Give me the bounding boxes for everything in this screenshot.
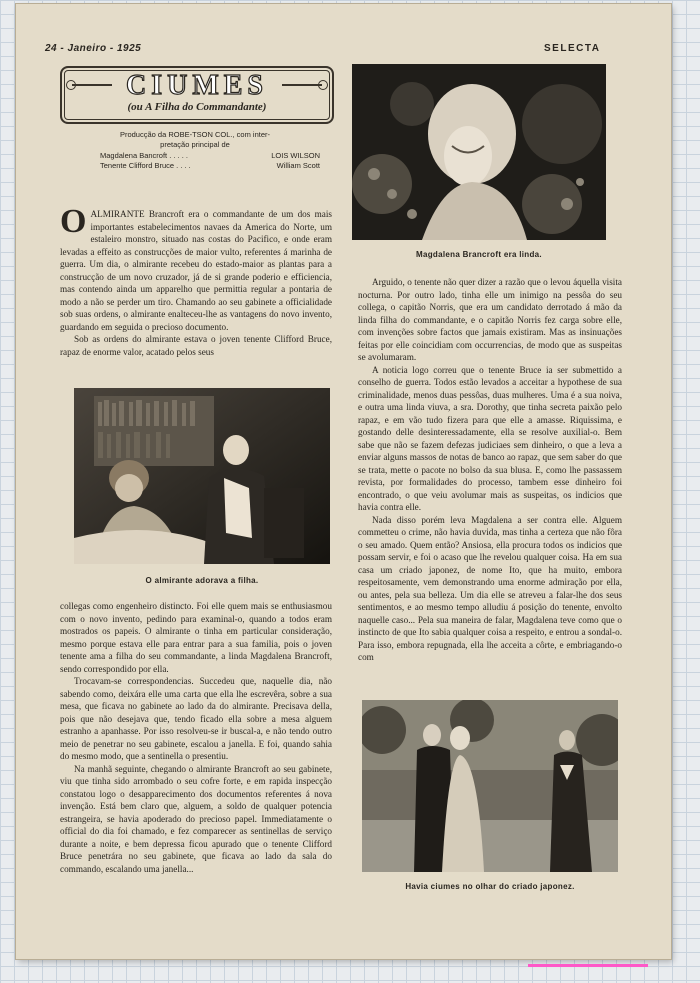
column1-upper-text: [60, 203, 332, 358]
caption-admiral: O almirante adorava a filha.: [145, 576, 259, 585]
cast-row: [100, 151, 320, 161]
edge-marker: [528, 964, 648, 967]
caption-portrait: Magdalena Brancroft era linda.: [416, 250, 542, 259]
paragraph-text: ALMIRANTE Brancroft era o commandante de um dos mais importantes estabelecimentos navaes da America do Norte, um estaleiro monstro, situado nas costas do Pacifico, e onde eram levadas a effeito as construcções de maior vulto, referentes á marinha de guerra. Um dia, o almirante recebeu do estado-maior as plantas para a construcção de um novo cruzador, já de si grande poderio e efficiencia, mas contendo ainda um apparelho que permittia regular a pontaria de modo a não se perder um tiro. Chamando ao seu gabinete a officialidade sob suas ordens, o almirante enalteceu-lhe as vantagens do novo invento, guardando em seguida o precioso documento.: [60, 209, 332, 332]
cast-role: Tenente Clifford Bruce . . . .: [100, 161, 191, 170]
cast-list: [100, 151, 320, 171]
article-subtitle: (ou A Filha do Commandante): [127, 101, 267, 113]
paragraph: A noticia logo correu que o tenente Bruce ia ser submettido a conselho de guerra. Todos estão levados a acceitar a hypothese de sua criminalidade, menos duas pessôas, duas mulheres. Uma é a sua noiva, e outra uma linda viuva, a sra. Dorothy, que tinha secreta paixão pelo rapaz, e em vão tudo fizera para que elle a amasse. Riquissima, e gostando delle desinteressadamente, ella se resolve auxilial-o. Bem sabe que não se fazem defezas judiciaes sem dinheiro, o que a leva a enviar alguns massos de notas de banco ao rapaz, que sem saber do que se trata, mette o pacote no bolso da sua blusa. E, como lhe passassem revista, por formalidades do processo, tambem esse dinheiro foi encontrado, o que veiu avolumar mais as suspeitas, os indicios que havia contra elle.: [358, 364, 622, 512]
title-box: [60, 66, 334, 124]
photo-portrait: [352, 64, 606, 240]
cast-role: Magdalena Bancroft . . . . .: [100, 151, 188, 160]
paragraph: Na manhã seguinte, chegando o almirante Brancroft ao seu gabinete, viu que tinha sido arrombado o seu cofre forte, e em rapida inspecção constatou logo o desapparecimento dos documentos referentes á nova invenção. Está bem claro que, alguem, a soldo de qualquer potencia estrangeira, se havia apoderado do precioso papel. Immediatamente o official do dia foi chamado, e fez comparecer as sentinellas de serviço durante a noite, e bem depressa ficou apurado que o tenente Clifford Bruce penetrára no seu gabinete, que ficava ao lado da sala do commando, escalando uma janella...: [60, 763, 332, 874]
cast-actor: William Scott: [276, 161, 320, 170]
paragraph: [60, 203, 332, 333]
paragraph: Sob as ordens do almirante estava o joven tenente Clifford Bruce, rapaz de enorme valor, acatado pelos seus: [60, 334, 332, 357]
paragraph: Nada disso porém leva Magdalena a ser contra elle. Alguem commetteu o crime, não havia duvida, mas tinha a certeza que não fôra o seu amado. Quem então? Ansiosa, ella procura todos os indicios que possam servir, e foi o acaso que lhe revelou qualquer coisa. Ha em sua casa um criado japonez, de nome Ito, que ha muito, embora respeitosamente, vem demonstrando uma enorme admiração por ella, ou antes, pela sua belleza. Um dia elle se atreveu a falar-lhe dos seus sentimentos, e ao mesmo tempo alludiu á posição do tenente, envolto naquelle caso... Pela sua maneira de falar, Magdalena teve como que o instincto de que Ito sabia qualquer coisa a respeito, e entrou a sondal-o. Para isso, embora repugnada, ella lhe acceita a côrte, e embriagando-o com: [358, 514, 622, 662]
article-title: CIUMES: [125, 70, 268, 101]
credits-line1: Producção da ROBE-TSON COL., com inter-: [119, 130, 271, 139]
paragraph: Arguido, o tenente não quer dizer a razão que o levou áquella visita nocturna. Por outro lado, tinha elle um inimigo na pessôa do seu collega, o capitão Norris, que era um candidato derrotado á mão da linda filha do commandante, e o capitão Norris fez carga sobre elle, com invenções sobre factos que jamais existiram. Mas as insinuações feitas por elle coincidiam com occurrencias, de modo que as suspeitas se avolumaram.: [358, 277, 622, 362]
photo-admiral: [74, 388, 330, 564]
production-credits: [80, 130, 310, 150]
photo-admiral-image: [74, 388, 330, 564]
paragraph: collegas como engenheiro distincto. Foi elle quem mais se enthusiasmou com o novo invento, pedindo para examinal-o, quando a todos eram mostrados os papeis. O almirante o tinha em particular consideração, mesmo porque estava elle para entrar para a sua familia, pois o joven tenente ama a filha do seu commandante, a linda Magdalena Brancroft, sendo correspondido por ella.: [60, 601, 332, 674]
cast-row: [100, 161, 320, 171]
drop-cap: O: [60, 203, 87, 240]
photo-portrait-image: [352, 64, 606, 240]
credits-line2: pretação principal de: [160, 140, 230, 149]
magazine-name: SELECTA: [544, 43, 601, 54]
column2-text: [358, 276, 622, 664]
photo-garden-image: [362, 700, 618, 872]
cast-actor: LOIS WILSON: [271, 151, 320, 160]
photo-garden: [362, 700, 618, 872]
column1-lower-text: [60, 600, 332, 875]
caption-garden: Havia ciumes no olhar do criado japonez.: [405, 882, 575, 891]
issue-date: 24 - Janeiro - 1925: [45, 43, 142, 54]
paragraph: Trocavam-se correspondencias. Succedeu que, naquelle dia, não sabendo como, deixára elle uma carta que ella lhe escrevêra, sobre a sua mesa, que ficava no gabinete ao lado da do almirante. Precisava della, pois que não desejava que, tendo ficado ella sobre a mesa alguem estranho a apanhasse. Por isso resolveu-se ir buscal-a, e não tendo outro meio de penetrar no seu gabinete, escalou a janella. E foi, quando sahia do mesmo modo, que a sentinella o presentiu.: [60, 676, 332, 761]
